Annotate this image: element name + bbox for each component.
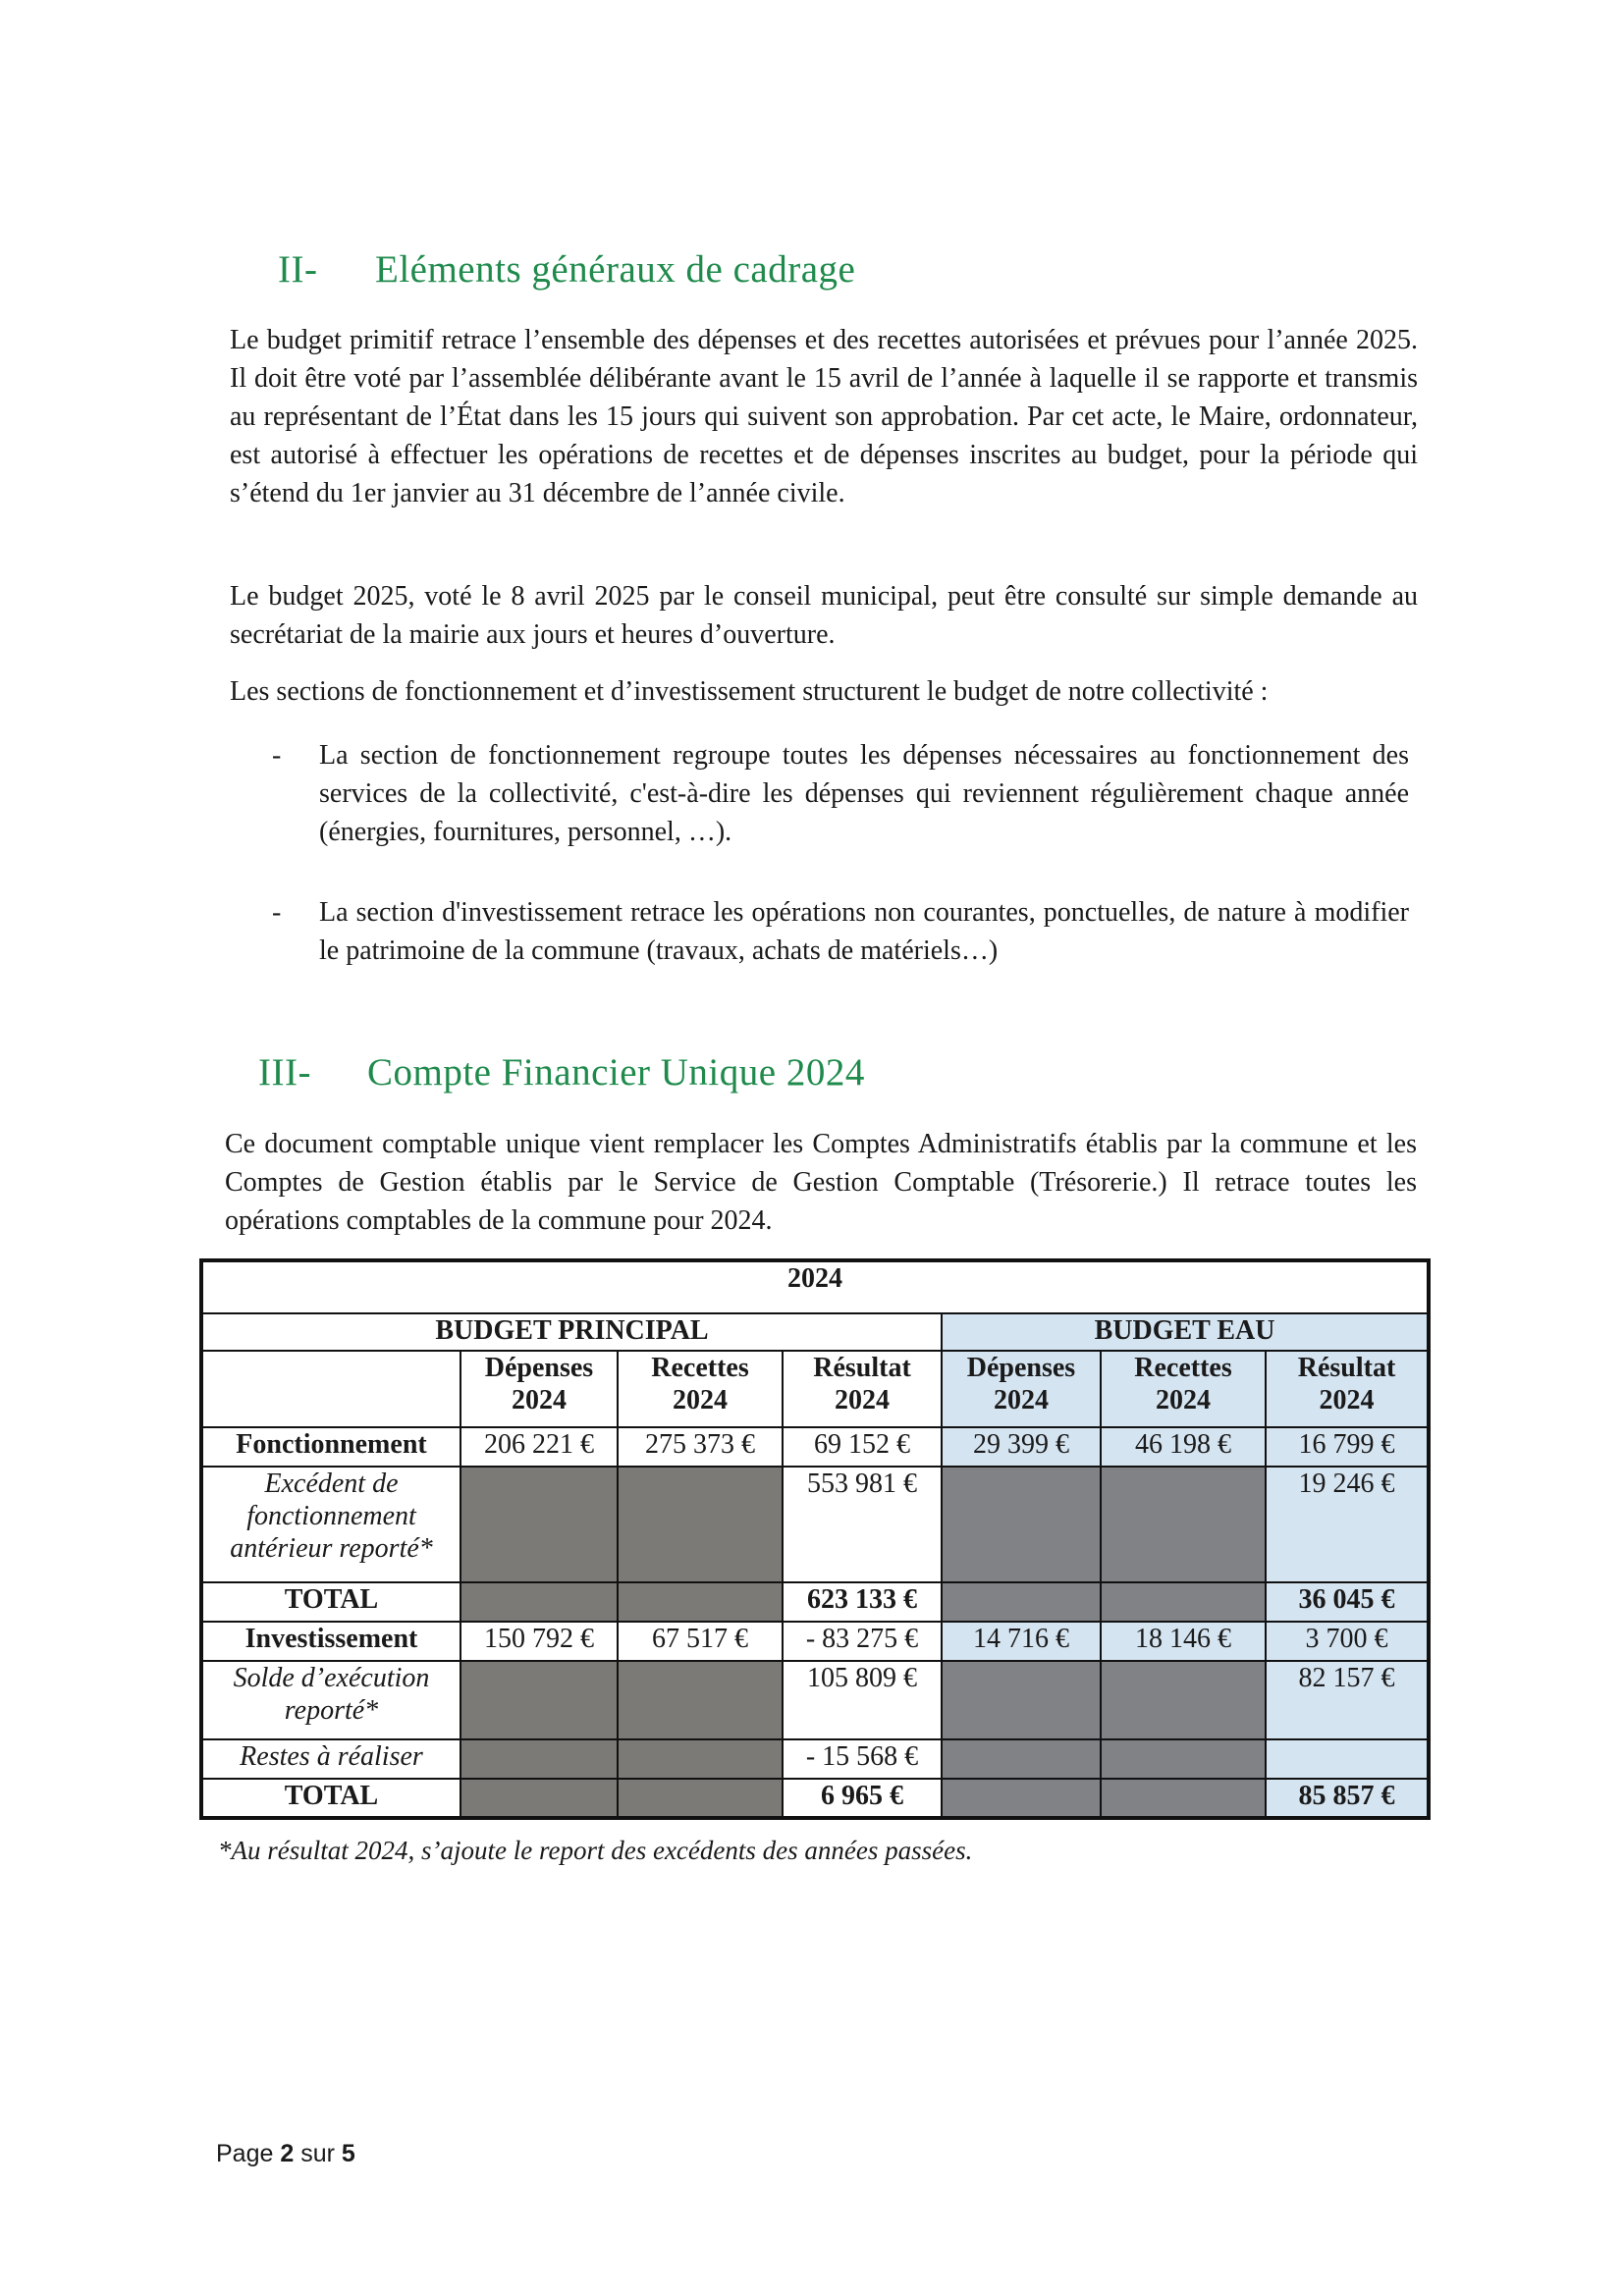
table-footnote: *Au résultat 2024, s’ajoute le report des excédents des années passées. xyxy=(218,1836,973,1865)
shaded-cell xyxy=(618,1582,783,1622)
table-row-solde xyxy=(201,1661,1429,1739)
cell-bp-recettes: 67 517 € xyxy=(618,1622,783,1661)
shaded-cell xyxy=(1101,1739,1266,1779)
cell-bp-resultat: 105 809 € xyxy=(783,1661,942,1739)
col-header-resultat: Résultat 2024 xyxy=(783,1351,942,1427)
shaded-cell xyxy=(460,1661,618,1739)
shaded-cell xyxy=(942,1779,1101,1818)
row-label: Solde d’exécution reporté* xyxy=(201,1661,460,1739)
shaded-cell xyxy=(1101,1661,1266,1739)
page-label: Page xyxy=(216,2140,274,2167)
shaded-cell xyxy=(618,1739,783,1779)
cell-bp-resultat: 6 965 € xyxy=(783,1779,942,1818)
row-label: TOTAL xyxy=(201,1779,460,1818)
cell-eau-depenses: 29 399 € xyxy=(942,1427,1101,1467)
paragraph-sections-intro: Les sections de fonctionnement et d’investissement structurent le budget de notre collectivité : xyxy=(230,676,1269,707)
paragraph-budget-primitif: Le budget primitif retrace l’ensemble des dépenses et des recettes autorisées et prévues pour l’année 2025. Il doit être voté par l’assemblée délibérante avant le 15 avril de l’année à laquelle il se rapporte et transmis au représentant de l’État dans les 15 jours qui suivent son approbation. Par cet acte, le Maire, ordonnateur, est autorisé à effectuer les opérations de recettes et de dépenses inscrites au budget, pour la période qui s’étend du 1er janvier au 31 décembre de l’année civile. xyxy=(230,325,1418,508)
table-row-total-investissement xyxy=(201,1779,1429,1818)
section-number: II- xyxy=(278,248,318,291)
cell-eau-resultat: 19 246 € xyxy=(1266,1467,1429,1582)
table-year-header: 2024 xyxy=(201,1260,1429,1313)
cell-bp-resultat: - 15 568 € xyxy=(783,1739,942,1779)
financial-table xyxy=(199,1258,1431,1820)
cell-bp-resultat: 69 152 € xyxy=(783,1427,942,1467)
shaded-cell xyxy=(618,1661,783,1739)
shaded-cell xyxy=(1101,1582,1266,1622)
cell-eau-recettes: 46 198 € xyxy=(1101,1427,1266,1467)
shaded-cell xyxy=(460,1467,618,1582)
shaded-cell xyxy=(618,1779,783,1818)
bullet-text: La section d'investissement retrace les opérations non courantes, ponctuelles, de nature à modifier le patrimoine de la commune (travaux, achats de matériels…) xyxy=(319,897,1409,966)
group-header-principal: BUDGET PRINCIPAL xyxy=(201,1313,942,1351)
cell-eau-resultat: 36 045 € xyxy=(1266,1582,1429,1622)
cell-eau-resultat: 16 799 € xyxy=(1266,1427,1429,1467)
shaded-cell xyxy=(460,1779,618,1818)
section-title: Compte Financier Unique 2024 xyxy=(367,1051,865,1094)
financial-table-wrapper xyxy=(199,1258,1427,1820)
table-row-total-fonctionnement xyxy=(201,1582,1429,1622)
row-label: Fonctionnement xyxy=(201,1427,460,1467)
bullet-marker: - xyxy=(272,897,282,928)
table-corner-cell xyxy=(201,1351,460,1427)
shaded-cell xyxy=(942,1661,1101,1739)
cell-eau-resultat: 85 857 € xyxy=(1266,1779,1429,1818)
row-label: Excédent de fonctionnement antérieur reporté* xyxy=(201,1467,460,1582)
page-number: 2 xyxy=(280,2140,295,2167)
cell-bp-resultat: 623 133 € xyxy=(783,1582,942,1622)
table-row-investissement xyxy=(201,1622,1429,1661)
col-header-depenses-eau: Dépenses 2024 xyxy=(942,1351,1101,1427)
cell-bp-recettes: 275 373 € xyxy=(618,1427,783,1467)
table-row-restes xyxy=(201,1739,1429,1779)
section-heading-3 xyxy=(258,1050,865,1095)
shaded-cell xyxy=(942,1467,1101,1582)
col-header-recettes-eau: Recettes 2024 xyxy=(1101,1351,1266,1427)
col-header-recettes: Recettes 2024 xyxy=(618,1351,783,1427)
bullet-text: La section de fonctionnement regroupe toutes les dépenses nécessaires au fonctionnement des services de la collectivité, c'est-à-dire les dépenses qui reviennent régulièrement chaque année (énergies, fournitures, personnel, …). xyxy=(319,740,1409,847)
bullet-item-investissement xyxy=(272,893,1411,972)
bullet-item-fonctionnement xyxy=(272,736,1411,854)
cell-bp-depenses: 206 221 € xyxy=(460,1427,618,1467)
cell-bp-resultat: - 83 275 € xyxy=(783,1622,942,1661)
section-number: III- xyxy=(258,1051,311,1094)
shaded-cell xyxy=(942,1582,1101,1622)
shaded-cell xyxy=(618,1467,783,1582)
table-row-fonctionnement xyxy=(201,1427,1429,1467)
row-label: Investissement xyxy=(201,1622,460,1661)
table-row-excedent xyxy=(201,1467,1429,1582)
shaded-cell xyxy=(460,1582,618,1622)
cell-eau-depenses: 14 716 € xyxy=(942,1622,1101,1661)
paragraph-compte-financier: Ce document comptable unique vient remplacer les Comptes Administratifs établis par la commune et les Comptes de Gestion établis par le Service de Gestion Comptable (Trésorerie.) Il retrace toutes les opérations comptables de la commune pour 2024. xyxy=(225,1129,1417,1236)
col-header-resultat-eau: Résultat 2024 xyxy=(1266,1351,1429,1427)
page-footer xyxy=(216,2140,355,2168)
section-heading-2 xyxy=(278,247,855,292)
cell-bp-resultat: 553 981 € xyxy=(783,1467,942,1582)
page-total: 5 xyxy=(341,2140,355,2167)
shaded-cell xyxy=(1101,1467,1266,1582)
cell-bp-depenses: 150 792 € xyxy=(460,1622,618,1661)
col-header-depenses: Dépenses 2024 xyxy=(460,1351,618,1427)
page-sur: sur xyxy=(300,2140,335,2167)
cell-eau-resultat: 82 157 € xyxy=(1266,1661,1429,1739)
shaded-cell xyxy=(460,1739,618,1779)
bullet-marker: - xyxy=(272,740,282,771)
row-label: TOTAL xyxy=(201,1582,460,1622)
shaded-cell xyxy=(1101,1779,1266,1818)
cell-eau-resultat: 3 700 € xyxy=(1266,1622,1429,1661)
empty-cell xyxy=(1266,1739,1429,1779)
section-title: Eléments généraux de cadrage xyxy=(375,248,856,291)
cell-eau-recettes: 18 146 € xyxy=(1101,1622,1266,1661)
group-header-eau: BUDGET EAU xyxy=(942,1313,1429,1351)
shaded-cell xyxy=(942,1739,1101,1779)
paragraph-budget-2025: Le budget 2025, voté le 8 avril 2025 par le conseil municipal, peut être consulté sur simple demande au secrétariat de la mairie aux jours et heures d’ouverture. xyxy=(230,581,1418,650)
row-label: Restes à réaliser xyxy=(201,1739,460,1779)
